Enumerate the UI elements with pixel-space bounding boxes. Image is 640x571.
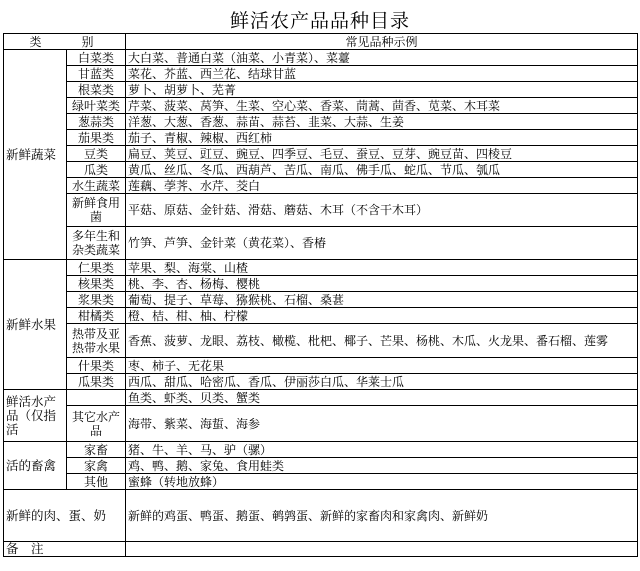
table-row	[4, 276, 638, 292]
table-row	[4, 442, 638, 458]
category-cell: 活的畜禽	[4, 442, 67, 490]
table-row	[4, 390, 638, 406]
table-row	[4, 542, 638, 557]
table-row	[4, 66, 638, 82]
subcategory-cell: 家禽	[67, 458, 126, 474]
subcategory-cell: 什果类	[67, 358, 126, 374]
examples-cell: 芹菜、菠菜、莴笋、生菜、空心菜、香菜、茼蒿、茴香、苋菜、木耳菜	[126, 98, 638, 114]
table-row	[4, 308, 638, 324]
examples-cell: 鸡、鸭、鹅、家兔、食用蛙类	[126, 458, 638, 474]
header-examples: 常见品种示例	[126, 34, 638, 50]
table-row	[4, 114, 638, 130]
subcategory-cell: 茄果类	[67, 130, 126, 146]
examples-cell: 橙、桔、柑、柚、柠檬	[126, 308, 638, 324]
category-cell: 鲜活水产品（仅指活	[4, 390, 67, 442]
subcategory-cell: 甘蓝类	[67, 66, 126, 82]
subcategory-cell: 其他	[67, 474, 126, 490]
subcategory-cell: 葱蒜类	[67, 114, 126, 130]
examples-cell: 新鲜的鸡蛋、鸭蛋、鹅蛋、鹌鹑蛋、新鲜的家畜肉和家禽肉、新鲜奶	[126, 490, 638, 542]
examples-cell: 大白菜、普通白菜（油菜、小青菜）、菜薹	[126, 50, 638, 66]
table-header-row	[4, 34, 638, 50]
table-row	[4, 490, 638, 542]
category-cell: 备 注	[4, 542, 126, 557]
subcategory-cell: 豆类	[67, 146, 126, 162]
subcategory-cell: 核果类	[67, 276, 126, 292]
table-row	[4, 474, 638, 490]
table-row	[4, 260, 638, 276]
examples-cell: 茄子、青椒、辣椒、西红柿	[126, 130, 638, 146]
category-cell: 新鲜蔬菜	[4, 50, 67, 260]
examples-cell: 莲藕、荸荠、水芹、茭白	[126, 178, 638, 194]
catalog-table	[3, 33, 638, 557]
subcategory-cell: 浆果类	[67, 292, 126, 308]
examples-cell: 竹笋、芦笋、金针菜（黄花菜）、香椿	[126, 227, 638, 260]
table-row	[4, 458, 638, 474]
examples-cell: 葡萄、提子、草莓、猕猴桃、石榴、桑葚	[126, 292, 638, 308]
examples-cell: 菜花、芥蓝、西兰花、结球甘蓝	[126, 66, 638, 82]
table-row	[4, 82, 638, 98]
table-row	[4, 227, 638, 260]
table-row	[4, 178, 638, 194]
examples-cell: 枣、柿子、无花果	[126, 358, 638, 374]
examples-cell: 海带、紫菜、海蜇、海参	[126, 406, 638, 442]
examples-cell: 平菇、原菇、金针菇、滑菇、蘑菇、木耳（不含干木耳）	[126, 194, 638, 227]
category-cell: 新鲜的肉、蛋、奶	[4, 490, 126, 542]
examples-cell	[126, 542, 638, 557]
subcategory-cell: 柑橘类	[67, 308, 126, 324]
subcategory-cell: 仁果类	[67, 260, 126, 276]
subcategory-cell: 瓜类	[67, 162, 126, 178]
subcategory-cell: 水生蔬菜	[67, 178, 126, 194]
subcategory-cell: 根菜类	[67, 82, 126, 98]
table-row	[4, 146, 638, 162]
table-row	[4, 406, 638, 442]
subcategory-cell	[67, 390, 126, 406]
table-row	[4, 292, 638, 308]
table-row	[4, 98, 638, 114]
table-row	[4, 130, 638, 146]
examples-cell: 香蕉、菠萝、龙眼、荔枝、橄榄、枇杷、椰子、芒果、杨桃、木瓜、火龙果、番石榴、莲雾	[126, 324, 638, 358]
subcategory-cell: 多年生和杂类蔬菜	[67, 227, 126, 260]
table-body	[4, 50, 638, 557]
examples-cell: 鱼类、虾类、贝类、蟹类	[126, 390, 638, 406]
examples-cell: 蜜蜂（转地放蜂）	[126, 474, 638, 490]
table-row	[4, 358, 638, 374]
subcategory-cell: 绿叶菜类	[67, 98, 126, 114]
examples-cell: 桃、李、杏、杨梅、樱桃	[126, 276, 638, 292]
table-row	[4, 194, 638, 227]
examples-cell: 扁豆、荚豆、豇豆、豌豆、四季豆、毛豆、蚕豆、豆芽、豌豆苗、四棱豆	[126, 146, 638, 162]
page-title: 鲜活农产品品种目录	[229, 10, 410, 32]
header-category: 类 别	[4, 34, 126, 50]
category-cell: 新鲜水果	[4, 260, 67, 390]
examples-cell: 洋葱、大葱、香葱、蒜苗、蒜苔、韭菜、大蒜、生姜	[126, 114, 638, 130]
subcategory-cell: 新鲜食用菌	[67, 194, 126, 227]
table-row	[4, 324, 638, 358]
table-row	[4, 50, 638, 66]
subcategory-cell: 其它水产品	[67, 406, 126, 442]
subcategory-cell: 热带及亚热带水果	[67, 324, 126, 358]
examples-cell: 黄瓜、丝瓜、冬瓜、西葫芦、苦瓜、南瓜、佛手瓜、蛇瓜、节瓜、瓠瓜	[126, 162, 638, 178]
subcategory-cell: 家畜	[67, 442, 126, 458]
subcategory-cell: 瓜果类	[67, 374, 126, 390]
examples-cell: 猪、牛、羊、马、驴（骡）	[126, 442, 638, 458]
table-row	[4, 374, 638, 390]
examples-cell: 萝卜、胡萝卜、芜菁	[126, 82, 638, 98]
examples-cell: 苹果、梨、海棠、山楂	[126, 260, 638, 276]
subcategory-cell: 白菜类	[67, 50, 126, 66]
examples-cell: 西瓜、甜瓜、哈密瓜、香瓜、伊丽莎白瓜、华莱士瓜	[126, 374, 638, 390]
table-row	[4, 162, 638, 178]
